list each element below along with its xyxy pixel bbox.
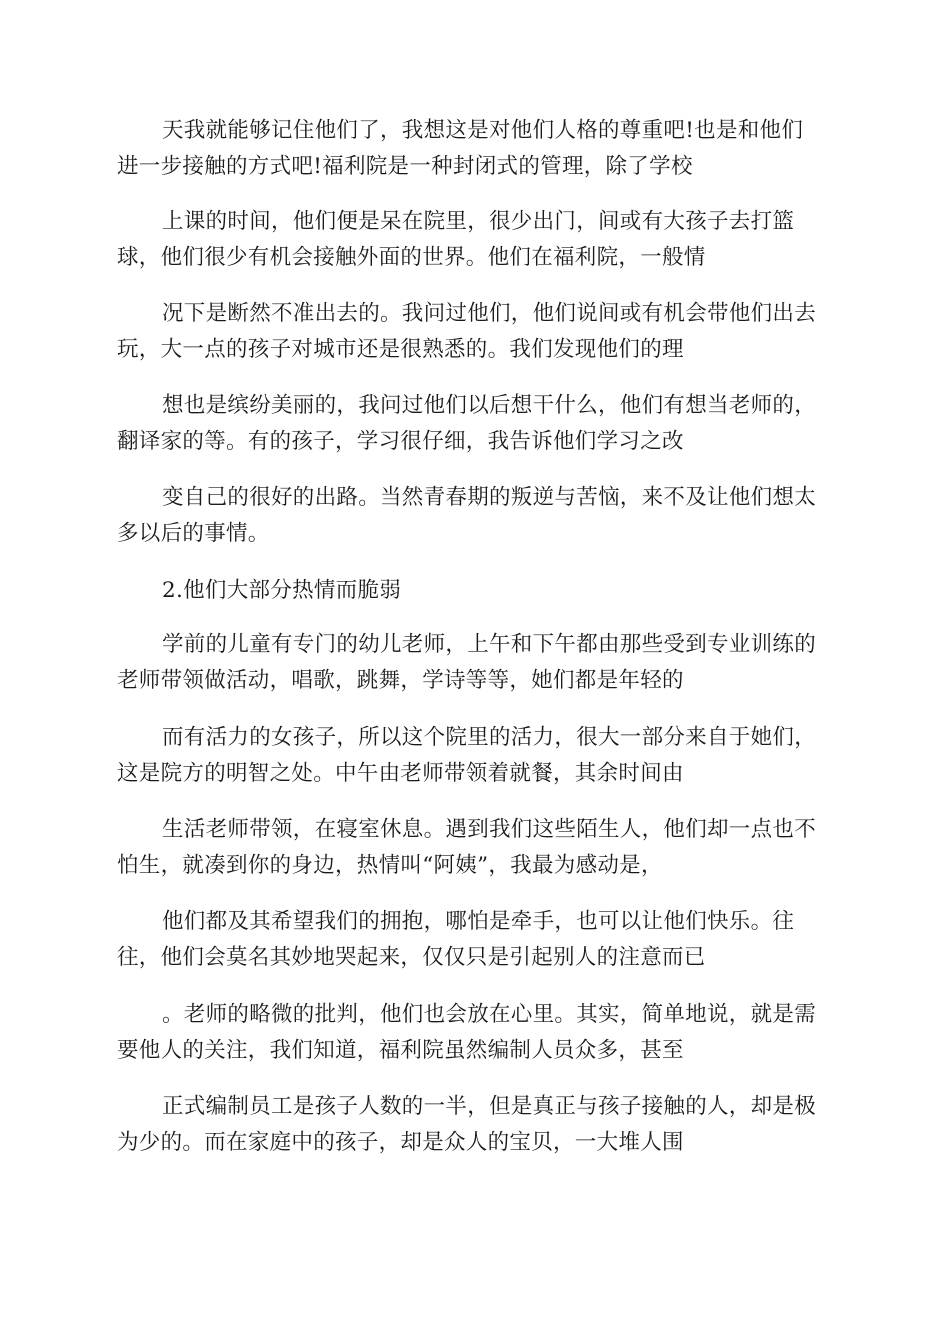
paragraph-9: [117, 812, 837, 884]
paragraph-line: 要他人的关注，我们知道，福利院虽然编制人员众多，甚至: [117, 1038, 684, 1063]
paragraph-4: [117, 388, 837, 460]
paragraph-1: [117, 113, 837, 185]
paragraph-line: 他们都及其希望我们的拥抱，哪怕是牵手，也可以让他们快乐。往: [162, 909, 795, 934]
paragraph-line: 玩，大一点的孩子对城市还是很熟悉的。我们发现他们的理: [117, 337, 684, 362]
paragraph-line: 往，他们会莫名其妙地哭起来，仅仅只是引起别人的注意而已: [117, 945, 706, 970]
paragraph-5: [117, 480, 837, 552]
paragraph-line: 天我就能够记住他们了，我想这是对他们人格的尊重吧!也是和他们: [162, 118, 804, 143]
paragraph-line: 老师带领做活动，唱歌，跳舞，学诗等等，她们都是年轻的: [117, 668, 684, 693]
paragraph-10: [117, 904, 837, 976]
paragraph-line: 为少的。而在家庭中的孩子，却是众人的宝贝，一大堆人围: [117, 1130, 684, 1155]
paragraph-line: 正式编制员工是孩子人数的一半，但是真正与孩子接触的人，却是极: [162, 1094, 817, 1119]
paragraph-line: 变自己的很好的出路。当然青春期的叛逆与苦恼，来不及让他们想太: [162, 485, 817, 510]
paragraph-line: 进一步接触的方式吧!福利院是一种封闭式的管理，除了学校: [117, 154, 693, 179]
paragraph-12: [117, 1089, 837, 1161]
paragraph-line: 多以后的事情。: [117, 521, 270, 546]
paragraph-7: [117, 627, 837, 699]
section-heading-text: 2.他们大部分热情而脆弱: [162, 578, 402, 603]
paragraph-line: 翻译家的等。有的孩子，学习很仔细，我告诉他们学习之改: [117, 429, 684, 454]
paragraph-line: 上课的时间，他们便是呆在院里，很少出门，间或有大孩子去打篮: [162, 209, 795, 234]
paragraph-11: [117, 997, 837, 1069]
section-heading: [117, 573, 837, 609]
paragraph-line: 而有活力的女孩子，所以这个院里的活力，很大一部分来自于她们，: [162, 725, 817, 750]
paragraph-2: [117, 204, 837, 276]
paragraph-line: 想也是缤纷美丽的，我问过他们以后想干什么，他们有想当老师的，: [162, 393, 817, 418]
paragraph-8: [117, 720, 837, 792]
paragraph-line: 这是院方的明智之处。中午由老师带领着就餐，其余时间由: [117, 761, 684, 786]
paragraph-line: 怕生，就凑到你的身边，热情叫“阿姨”，我最为感动是，: [117, 853, 663, 878]
paragraph-line: 。老师的略微的批判，他们也会放在心里。其实，简单地说，就是需: [162, 1002, 817, 1027]
paragraph-line: 球，他们很少有机会接触外面的世界。他们在福利院，一般情: [117, 245, 706, 270]
paragraph-line: 况下是断然不准出去的。我问过他们，他们说间或有机会带他们出去: [162, 301, 817, 326]
paragraph-line: 学前的儿童有专门的幼儿老师，上午和下午都由那些受到专业训练的: [162, 632, 817, 657]
paragraph-3: [117, 296, 837, 368]
paragraph-line: 生活老师带领，在寝室休息。遇到我们这些陌生人，他们却一点也不: [162, 817, 817, 842]
